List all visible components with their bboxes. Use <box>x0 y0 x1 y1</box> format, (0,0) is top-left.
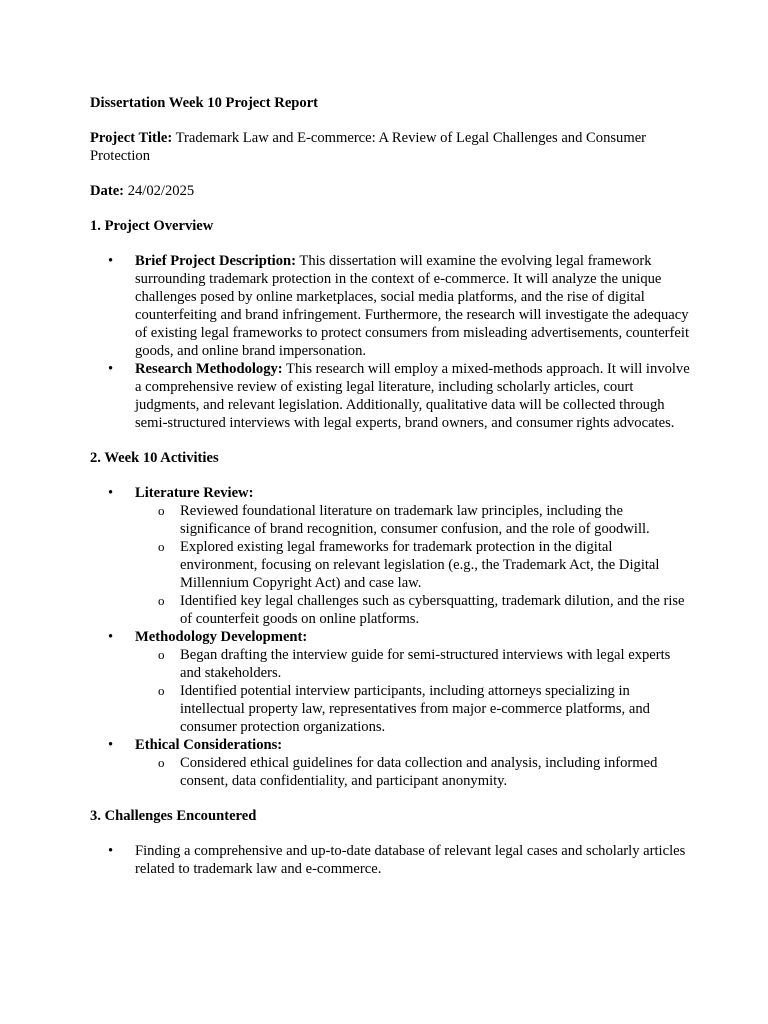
circle-bullet-icon: o <box>158 503 165 518</box>
sub-list-item-text: Considered ethical guidelines for data collection and analysis, including informed consent, data confidentiality, and participant anonymity. <box>180 755 658 789</box>
list-item <box>108 842 690 878</box>
sub-list <box>135 754 690 790</box>
project-overview-list <box>90 252 690 432</box>
sub-list-item-text: Identified key legal challenges such as cybersquatting, trademark dilution, and the rise of counterfeit goods on online platforms. <box>180 593 685 627</box>
sub-list-item <box>158 502 690 538</box>
date-label: Date: <box>90 183 125 199</box>
bullet-icon: • <box>108 361 114 377</box>
list-item-label: Research Methodology: <box>135 361 283 377</box>
list-item <box>108 628 690 736</box>
sub-list-item <box>158 682 690 736</box>
circle-bullet-icon: o <box>158 647 165 662</box>
circle-bullet-icon: o <box>158 683 165 698</box>
sub-list <box>135 502 690 628</box>
list-item-text: This dissertation will examine the evolving legal framework surrounding trademark protection in the context of e-commerce. It will analyze the unique challenges posed by online marketplaces, social media platforms, and the rise of digital counterfeiting and brand infringement. Furthermore, the research will investigate the adequacy of existing legal frameworks to protect consumers from misleading advertisements, counterfeit goods, and online brand impersonation. <box>135 253 689 359</box>
list-item-label: Literature Review: <box>135 485 254 501</box>
list-item-text: Finding a comprehensive and up-to-date database of relevant legal cases and scholarly articles related to trademark law and e-commerce. <box>135 843 686 877</box>
list-item <box>108 360 690 432</box>
project-title-value: Trademark Law and E-commerce: A Review of Legal Challenges and Consumer Protection <box>90 130 647 164</box>
bullet-icon: • <box>108 253 114 269</box>
list-item-label: Brief Project Description: <box>135 253 297 269</box>
section-heading-challenges-encountered: 3. Challenges Encountered <box>90 808 257 824</box>
sub-list-item-text: Identified potential interview participants, including attorneys specializing in intellectual property law, representatives from major e-commerce platforms, and consumer protection organizations. <box>180 683 650 735</box>
date-line <box>90 182 690 200</box>
document-title: Dissertation Week 10 Project Report <box>90 95 319 111</box>
sub-list-item <box>158 538 690 592</box>
section-heading-week-10-activities: 2. Week 10 Activities <box>90 450 219 466</box>
document-page <box>90 94 690 895</box>
list-item-label: Ethical Considerations: <box>135 737 283 753</box>
list-item <box>108 736 690 790</box>
bullet-icon: • <box>108 737 114 753</box>
sub-list-item <box>158 754 690 790</box>
bullet-icon: • <box>108 629 114 645</box>
circle-bullet-icon: o <box>158 755 165 770</box>
sub-list-item-text: Reviewed foundational literature on trademark law principles, including the significance of brand recognition, consumer confusion, and the role of goodwill. <box>180 503 650 537</box>
project-title-line <box>90 129 690 165</box>
list-item-label: Methodology Development: <box>135 629 308 645</box>
sub-list-item-text: Explored existing legal frameworks for trademark protection in the digital environment, focusing on relevant legislation (e.g., the Trademark Act, the Digital Millennium Copyright Act) and case law. <box>180 539 660 591</box>
section-heading-project-overview: 1. Project Overview <box>90 218 214 234</box>
sub-list <box>135 646 690 736</box>
list-item <box>108 484 690 628</box>
challenges-list <box>90 842 690 878</box>
list-item-text: This research will employ a mixed-methods approach. It will involve a comprehensive review of existing legal literature, including scholarly articles, court judgments, and relevant legislation. Additionally, qualitative data will be collected through semi-structured interviews with legal experts, brand owners, and consumer rights advocates. <box>135 361 690 431</box>
bullet-icon: • <box>108 843 114 859</box>
project-title-label: Project Title: <box>90 130 173 146</box>
sub-list-item <box>158 592 690 628</box>
sub-list-item-text: Began drafting the interview guide for semi-structured interviews with legal experts and stakeholders. <box>180 647 671 681</box>
week-10-activities-list <box>90 484 690 790</box>
bullet-icon: • <box>108 485 114 501</box>
list-item <box>108 252 690 360</box>
sub-list-item <box>158 646 690 682</box>
circle-bullet-icon: o <box>158 593 165 608</box>
date-value: 24/02/2025 <box>124 183 195 199</box>
circle-bullet-icon: o <box>158 539 165 554</box>
